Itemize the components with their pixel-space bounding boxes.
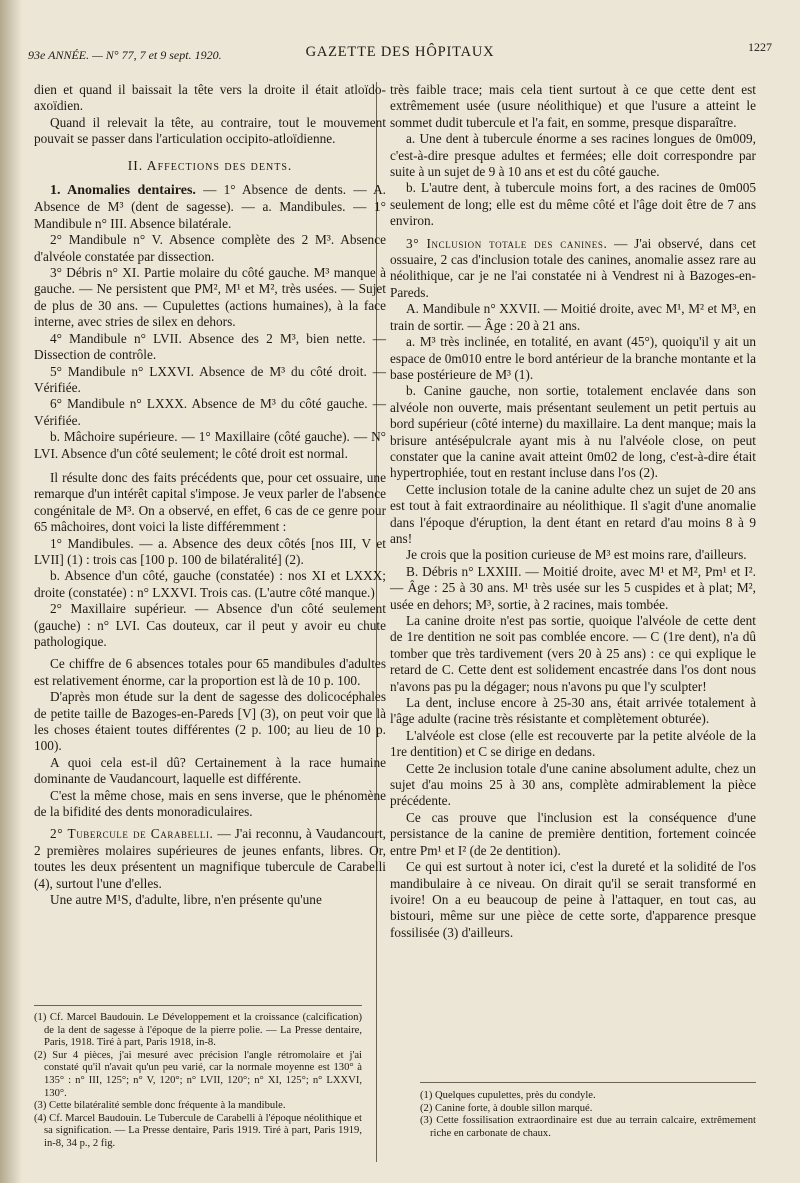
paragraph-text: — J'ai reconnu, à Vaudancourt, 2 premières molaires supérieures de jeunes enfants, libres. Or, toutes les deux présentent un magnifique tubercule de Carabelli (4), surtout l'une d'elles.	[34, 826, 386, 891]
paragraph: Cette 2e inclusion totale d'une canine absolument adulte, chez un sujet d'au moins 25 à 30 ans, complète admirablement la pièce précédente.	[390, 760, 756, 809]
paragraph: L'alvéole est close (elle est recouverte par la petite alvéole de la 1re dentition) et C se dirige en dedans.	[390, 727, 756, 760]
issue-info: 93e ANNÉE. — N° 77, 7 et 9 sept. 1920.	[28, 48, 222, 62]
paragraph: Ce chiffre de 6 absences totales pour 65 mandibules d'adultes est relativement énorme, car la proportion est là de 10 p. 100.	[34, 656, 386, 688]
paragraph	[34, 182, 386, 232]
footnote: (1) Quelques cupulettes, près du condyle.	[420, 1090, 596, 1101]
paragraph: D'après mon étude sur la dent de sagesse des dolicocéphales de petite taille de Bazoges-en-Pareds [V] (3), on peut voir que là les choses étaient toutes différentes (2 p. 100; au lieu de 10 p. 100).	[34, 689, 386, 754]
paragraph: dien et quand il baissait la tête vers la droite il était atloïdo-axoïdien.	[34, 82, 386, 114]
journal-title: GAZETTE DES HÔPITAUX	[305, 44, 495, 60]
paragraph	[390, 236, 756, 302]
list-item: 3° Débris n° XI. Partie molaire du côté gauche. M³ manque à gauche. — Ne persistent que PM², M¹ et M², très usées. — Sujet de plus de 30 ans. — Cupulettes (actions humaines), à la face interne, avec stries de silex en dehors.	[34, 265, 386, 330]
runin-heading: 3° Inclusion totale des canines.	[406, 235, 608, 251]
paragraph: Quand il relevait la tête, au contraire, tout le mouvement pouvait se passer dans l'articulation occipito-atloïdienne.	[34, 114, 386, 147]
footnote: (3) Cette fossilisation extraordinaire est due au terrain calcaire, extrêmement riche en carbonate de chaux.	[420, 1115, 756, 1139]
left-column	[34, 82, 386, 909]
paragraph: b. L'autre dent, à tubercule moins fort, a des racines de 0m005 seulement de long; elle est du même côté et l'âge doit être de 7 ans environ.	[390, 180, 756, 229]
paragraph: b. Canine gauche, non sortie, totalement enclavée dans son alvéole non ouverte, mais présentant seulement un petit pertuis au bord supérieur (côté interne) du maxillaire. La dent manque; mais la brisure antésépulcrale ayant mis à nu l'alvéole close, on peut constater que la canine avait atteint 0m02 de long, c'est-à-dire était hypertrophiée, tout en restant incluse dans l'os (2).	[390, 383, 756, 481]
paragraph: La dent, incluse encore à 25-30 ans, était arrivée totalement à l'âge adulte (racine très résistante et complètement obturée).	[390, 695, 756, 727]
right-column	[390, 82, 756, 941]
footnote: (4) Cf. Marcel Baudouin. Le Tubercule de Carabelli à l'époque néolithique et sa signification. — La Presse dentaire, Paris 1919. Tiré à part, Paris 1919, in-8, 34 p., 2 fig.	[34, 1112, 362, 1149]
paragraph: très faible trace; mais cela tient surtout à ce que cette dent est extrêmement usée (usure néolithique) et que l'usure a atteint le sommet dudit tubercule et l'a fait, en somme, presque disparaître.	[390, 82, 756, 130]
list-item: 4° Mandibule n° LVII. Absence des 2 M³, bien nette. — Dissection de contrôle.	[34, 330, 386, 363]
list-item: 2° Mandibule n° V. Absence complète des 2 M³. Absence d'alvéole constatée par dissection.	[34, 232, 386, 264]
paragraph: a. M³ très inclinée, en totalité, en avant (45°), quoiqu'il y ait un espace de 0m010 entre le bord antérieur de la branche montante et la base postérieure de M³ (1).	[390, 334, 756, 382]
right-footnotes	[420, 1090, 756, 1140]
footnote: (2) Canine forte, à double sillon marqué.	[420, 1102, 593, 1114]
paragraph: Ce qui est surtout à noter ici, c'est la dureté et la solidité de l'os mandibulaire à ce niveau. On dirait qu'il se serait transformé en ivoire! On a eu beaucoup de peine à l'attaquer, en tout cas, au bistouri, même sur une pièce de cette sorte, d'apparence presque fossilisée (3) d'ailleurs.	[390, 859, 756, 940]
binding-shadow	[0, 0, 22, 1183]
footnote: (3) Cette bilatéralité semble donc fréquente à la mandibule.	[34, 1100, 286, 1112]
paragraph: a. Une dent à tubercule énorme a ses racines longues de 0m009, c'est-à-dire presque adultes et fermées; elle doit correspondre par suite à un sujet de 9 à 10 ans et est du côté gauche.	[390, 131, 756, 180]
page-number: 1227	[748, 40, 772, 54]
page-header	[28, 40, 772, 66]
paragraph: b. Absence d'un côté, gauche (constatée) : nos XI et LXXX; droite (constatée) : n° LXXVI. Trois cas. (L'autre côté manque.)	[34, 568, 386, 600]
paragraph-text: — J'ai observé, dans cet ossuaire, 2 cas d'inclusion totale des canines, anomalie assez rare au néolithique, car je ne l'ai constatée ni à Vendrest ni à Bazoges-en-Pareds.	[390, 235, 757, 300]
footnote-rule	[420, 1082, 756, 1083]
list-item: 6° Mandibule n° LXXX. Absence de M³ du côté gauche. — Vérifiée.	[34, 396, 386, 428]
paragraph: 1° Mandibules. — a. Absence des deux côtés [nos III, V et LVII] (1) : trois cas [100 p. 100 de bilatéralité] (2).	[34, 535, 386, 567]
paragraph	[34, 826, 386, 892]
footnote: (2) Sur 4 pièces, j'ai mesuré avec précision l'angle rétromolaire et j'ai constaté qu'il n'avait qu'un peu varié, car la normale moyenne est 130° à 135° : n° III, 125°; n° V, 120°; n° LVII, 120°; n° XI, 125°; n° LXXVI, 130°.	[34, 1049, 362, 1099]
paragraph: La canine droite n'est pas sortie, quoique l'alvéole de cette dent de 1re dentition ne soit pas comblée encore. — C (1re dent), n'a dû tomber que très tardivement (vers 20 à 25 ans) : ce qui explique le retard de C. Cette dent est solidement encastrée dans l'os dont nous n'avons pas pu la dégager; nous n'avons pu que l'y sculpter!	[390, 613, 756, 694]
paragraph: A. Mandibule n° XXVII. — Moitié droite, avec M¹, M² et M³, en train de sortir. — Âge : 20 à 21 ans.	[390, 301, 756, 333]
runin-heading: 2° Tubercule de Carabelli.	[50, 826, 214, 842]
paragraph-text: — 1° Absence de dents. — A. Absence de M³ (dent de sagesse). — a. Mandibules. — 1° Mandibule n° III. Absence bilatérale.	[34, 182, 386, 231]
paragraph: B. Débris n° LXXIII. — Moitié droite, avec M¹ et M², Pm¹ et I². — Âge : 25 à 30 ans. M¹ très usée sur les 5 cuspides et à plat; M², usée en dehors; M³, sortie, à 2 racines, mais tombée.	[390, 563, 756, 612]
paragraph: C'est la même chose, mais en sens inverse, que le phénomène de la bifidité des dents monoradiculaires.	[34, 787, 386, 820]
paragraph: Ce cas prouve que l'inclusion est la conséquence d'une persistance de la canine de première dentition, fortement coincée entre Pm¹ et I² (de 2e dentition).	[390, 809, 756, 858]
left-footnotes	[34, 1012, 362, 1151]
paragraph: A quoi cela est-il dû? Certainement à la race humaine dominante de Vaudancourt, laquelle est différente.	[34, 754, 386, 787]
paragraph: Cette inclusion totale de la canine adulte chez un sujet de 20 ans est tout à fait extraordinaire au néolithique. Il s'agit d'une anomalie dans l'époque d'éruption, la dent étant en retard d'au moins 8 à 9 ans!	[390, 481, 756, 546]
footnote: (1) Cf. Marcel Baudouin. Le Développement et la croissance (calcification) de la dent de sagesse à l'époque de la pierre polie. — La Presse dentaire, Paris, 1918. Tiré à part, Paris 1918, in-8.	[34, 1012, 362, 1049]
section-title: II. Affections des dents.	[127, 157, 293, 173]
paragraph: Je crois que la position curieuse de M³ est moins rare, d'ailleurs.	[406, 547, 747, 563]
list-item: 5° Mandibule n° LXXVI. Absence de M³ du côté droit. — Vérifiée.	[34, 363, 386, 395]
list-item: b. Mâchoire supérieure. — 1° Maxillaire (côté gauche). — N° LVI. Absence d'un côté seulement; le côté droit est normal.	[34, 429, 386, 461]
paragraph: 2° Maxillaire supérieur. — Absence d'un côté seulement (gauche) : n° LVI. Cas douteux, car il peut y avoir eu chute pathologique.	[34, 601, 386, 649]
paragraph: Il résulte donc des faits précédents que, pour cet ossuaire, une remarque d'un intérêt capital s'impose. Je veux parler de l'absence congénitale de M³. On a observé, en effet, 6 cas de ce genre pour 65 mâchoires, dont voici la liste différemment :	[34, 469, 386, 535]
paragraph: Une autre M¹S, d'adulte, libre, n'en présente qu'une	[50, 892, 322, 908]
runin-heading: 1. Anomalies dentaires.	[50, 183, 196, 199]
footnote-rule	[34, 1005, 362, 1006]
